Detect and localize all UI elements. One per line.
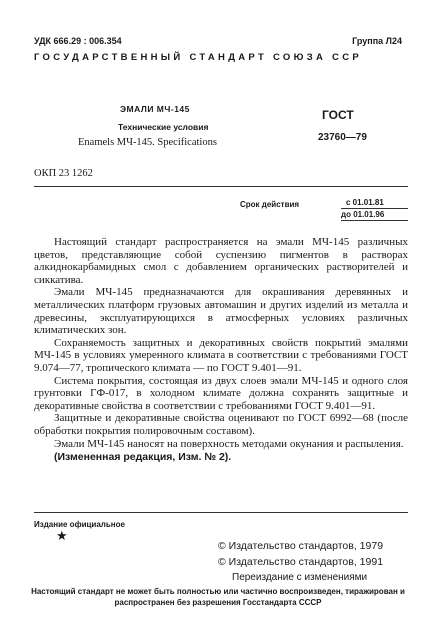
- official-edition: Издание официальное: [34, 520, 125, 529]
- reproduction-notice: Настоящий стандарт не может быть полностью или частично воспроизведен, тиражирован и распространен без разрешения Госстандарта СССР: [31, 587, 405, 607]
- document-title: ЭМАЛИ МЧ-145: [120, 104, 190, 114]
- standard-header: ГОСУДАРСТВЕННЫЙ СТАНДАРТ СОЮЗА ССР: [34, 52, 363, 63]
- paragraph-application: Эмали МЧ-145 наносят на поверхность методами окунания и распыления.: [54, 437, 404, 450]
- divider-top: [34, 186, 408, 187]
- paragraph-coating-system: Система покрытия, состоящая из двух слоев эмали МЧ-145 и одного слоя грунтовки ГФ-017, в холодном климате должна сохранять защитные и декоративные свойства в соответствии с требованиями ГОСТ 9.401—91.: [34, 374, 408, 412]
- gost-number: 23760—79: [318, 132, 367, 143]
- validity-underline-1: [341, 208, 408, 209]
- document-body: [34, 236, 408, 464]
- divider-bottom: [34, 512, 408, 513]
- reprint-note: Переиздание с изменениями: [232, 572, 368, 583]
- paragraph-scope: Настоящий стандарт распространяется на эмали МЧ-145 различных цветов, представляющие собой суспензию пигментов в растворах алкиднокарбамидных смол с добавлением органических растворителей и сиккатива.: [34, 236, 408, 286]
- udk-code: УДК 666.29 : 006.354: [34, 36, 122, 46]
- gost-label: ГОСТ: [322, 108, 354, 122]
- validity-to: до 01.01.96: [341, 210, 385, 219]
- star-icon: ★: [56, 528, 68, 543]
- document-title-english: Enamels МЧ-145. Specifications: [78, 137, 217, 148]
- paragraph-retention: Сохраняемость защитных и декоративных свойств покрытий эмалями МЧ-145 в условиях умеренного климата в соответствии с требованиями ГОСТ 9.074—77, тропического климата — по ГОСТ 9.401—91.: [34, 336, 408, 374]
- validity-from: с 01.01.81: [346, 198, 384, 207]
- validity-underline-2: [341, 220, 408, 221]
- paragraph-revision: (Измененная редакция, Изм. № 2).: [54, 451, 232, 464]
- document-subtitle: Технические условия: [118, 122, 209, 132]
- paragraph-evaluation: Защитные и декоративные свойства оценивают по ГОСТ 6992—68 (после обработки покрытия полировочным составом).: [34, 412, 408, 437]
- paragraph-purpose: Эмали МЧ-145 предназначаются для окрашивания деревянных и металлических платформ грузовых автомашин и других изделий из металла и древесины, эксплуатирующихся в атмосферных условиях различных климатических зон.: [34, 286, 408, 337]
- group-code: Группа Л24: [352, 36, 402, 46]
- copyright-1979: © Издательство стандартов, 1979: [218, 540, 384, 552]
- copyright-1991: © Издательство стандартов, 1991: [218, 556, 384, 568]
- validity-label: Срок действия: [240, 200, 300, 209]
- okp-code: ОКП 23 1262: [34, 168, 93, 179]
